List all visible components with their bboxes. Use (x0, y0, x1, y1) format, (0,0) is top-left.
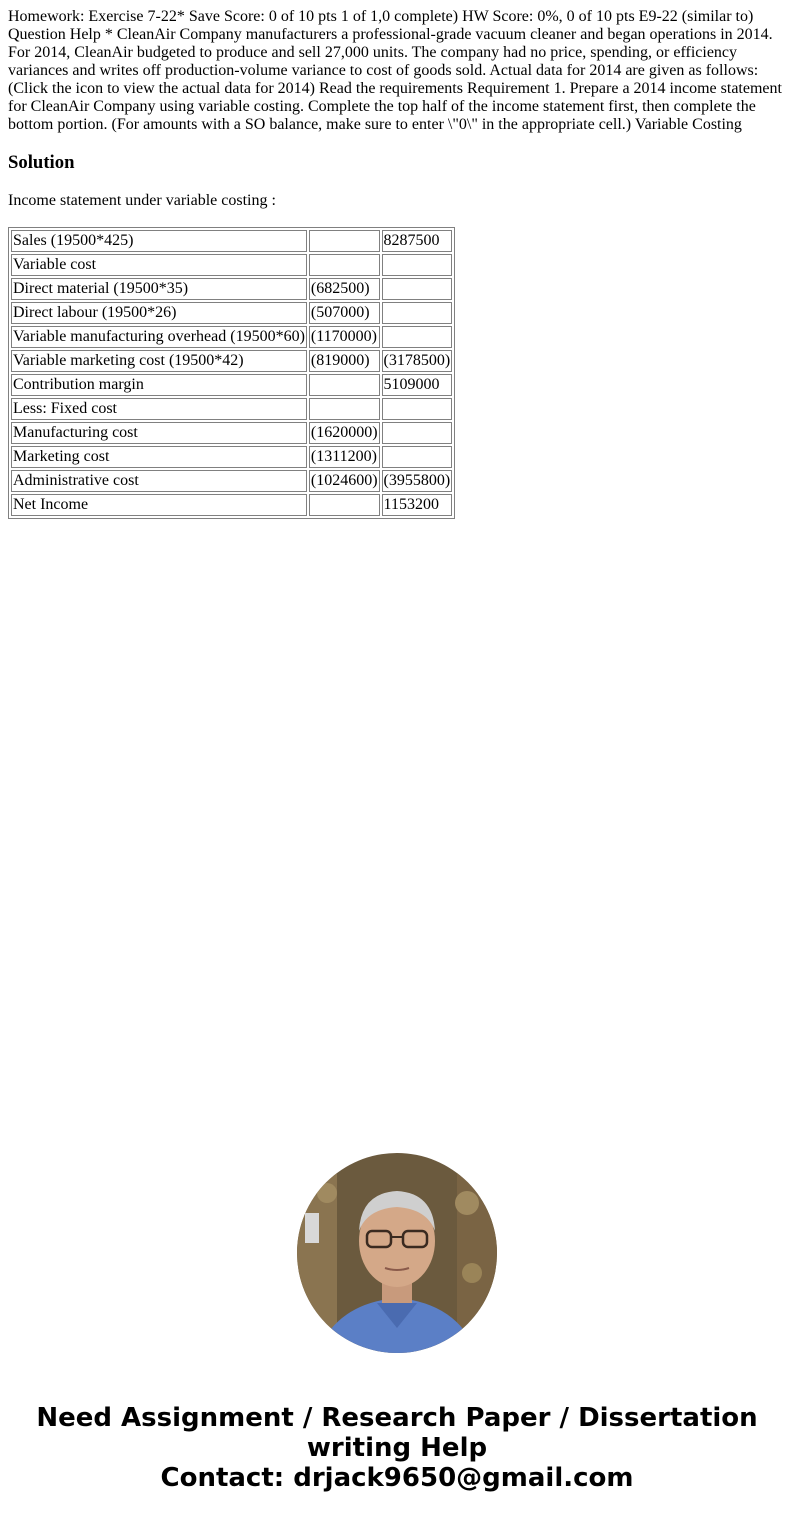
row-label: Direct material (19500*35) (11, 278, 307, 300)
row-total: (3178500) (382, 350, 453, 372)
solution-heading: Solution (8, 152, 75, 173)
row-total (382, 278, 453, 300)
row-total: 8287500 (382, 230, 453, 252)
table-row (11, 422, 452, 444)
row-label: Manufacturing cost (11, 422, 307, 444)
table-row (11, 446, 452, 468)
row-label: Less: Fixed cost (11, 398, 307, 420)
row-total (382, 302, 453, 324)
row-total (382, 326, 453, 348)
table-row (11, 374, 452, 396)
row-label: Contribution margin (11, 374, 307, 396)
row-label: Direct labour (19500*26) (11, 302, 307, 324)
promo-line-2: writing Help (306, 1433, 488, 1463)
author-photo-icon (297, 1153, 497, 1353)
table-row (11, 278, 452, 300)
row-total: (3955800) (382, 470, 453, 492)
row-amount: (1620000) (309, 422, 380, 444)
table-row (11, 230, 452, 252)
row-amount: (819000) (309, 350, 380, 372)
row-total (382, 398, 453, 420)
income-statement-table (8, 227, 455, 519)
author-photo-svg (297, 1153, 497, 1353)
promo-contact: Contact: drjack9650@gmail.com (160, 1463, 634, 1493)
table-row (11, 470, 452, 492)
row-amount: (1170000) (309, 326, 380, 348)
row-amount: (507000) (309, 302, 380, 324)
table-row (11, 494, 452, 516)
row-label: Marketing cost (11, 446, 307, 468)
solution-intro: Income statement under variable costing : (8, 192, 276, 209)
question-text: Homework: Exercise 7-22* Save Score: 0 of 10 pts 1 of 1,0 complete) HW Score: 0%, 0 of 10 pts E9-22 (similar to) Question Help * CleanAir Company manufacturers a professional-grade vacuum cleaner and began operations in 2014. For 2014, CleanAir budgeted to produce and sell 27,000 units. The company had no price, spending, or efficiency variances and writes off production-volume variance to cost of goods sold. Actual data for 2014 are given as follows: (Click the icon to view the actual data for 2014) Read the requirements Requirement 1. Prepare a 2014 income statement for CleanAir Company using variable costing. Complete the top half of the income statement first, then complete the bottom portion. (For amounts with a SO balance, make sure to enter \"0\" in the appropriate cell.) Variable Costing (8, 8, 782, 133)
row-amount: (1024600) (309, 470, 380, 492)
promo-banner (0, 1403, 794, 1493)
page-content (0, 0, 794, 519)
row-label: Net Income (11, 494, 307, 516)
row-label: Variable cost (11, 254, 307, 276)
row-amount (309, 398, 380, 420)
table-row (11, 350, 452, 372)
table-row (11, 398, 452, 420)
row-label: Variable manufacturing overhead (19500*60) (11, 326, 307, 348)
row-label: Administrative cost (11, 470, 307, 492)
row-amount (309, 494, 380, 516)
table-row (11, 302, 452, 324)
promo-line-1: Need Assignment / Research Paper / Dissertation (36, 1403, 758, 1433)
row-amount (309, 230, 380, 252)
row-label: Variable marketing cost (19500*42) (11, 350, 307, 372)
row-total: 5109000 (382, 374, 453, 396)
row-label: Sales (19500*425) (11, 230, 307, 252)
row-amount (309, 374, 380, 396)
row-total (382, 422, 453, 444)
table-row (11, 254, 452, 276)
row-amount: (1311200) (309, 446, 380, 468)
row-total (382, 446, 453, 468)
row-total: 1153200 (382, 494, 453, 516)
row-amount (309, 254, 380, 276)
table-row (11, 326, 452, 348)
row-total (382, 254, 453, 276)
row-amount: (682500) (309, 278, 380, 300)
